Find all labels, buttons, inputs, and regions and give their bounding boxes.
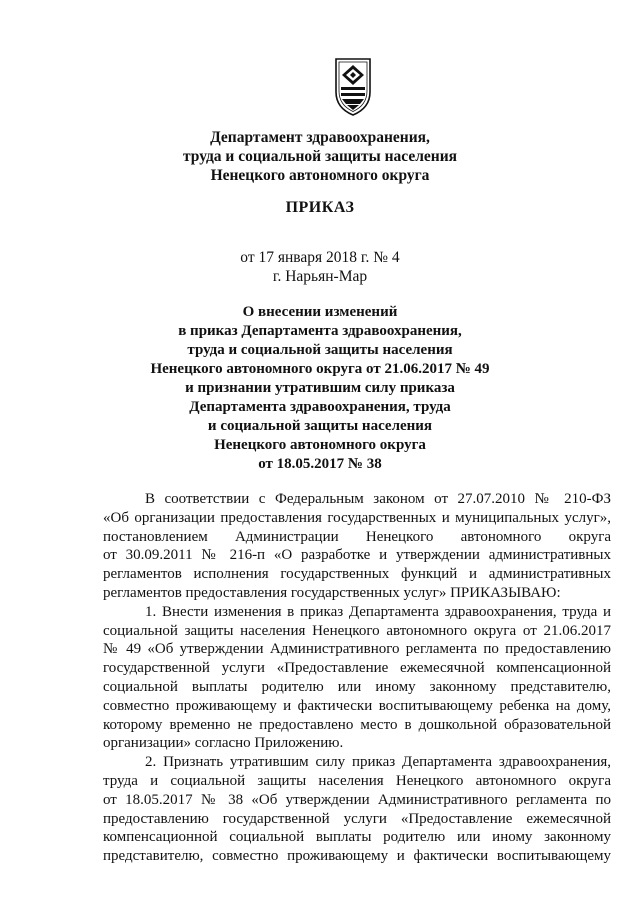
body-line: 1. Внести изменения в приказ Департамента здравоохранения, труда и <box>145 603 611 620</box>
body-line: труда и социальной защиты населения Ненецкого автономного округа <box>103 772 611 789</box>
body-line: совместно проживающему и фактически воспитывающему ребенка на дому, <box>103 697 611 714</box>
date-place-block <box>0 248 640 286</box>
body-line: организации» согласно Приложению. <box>103 735 344 752</box>
title-line: О внесении изменений <box>242 304 398 320</box>
title-line: труда и социальной защиты населения <box>187 342 453 358</box>
body-line: от 30.09.2011 № 216-п «О разработке и утверждении административных <box>103 547 611 564</box>
body-line: от 18.05.2017 № 38 «Об утверждении Административного регламента по <box>103 791 611 808</box>
title-line: в приказ Департамента здравоохранения, <box>178 323 462 339</box>
title-line: Ненецкого автономного округа <box>214 437 426 453</box>
title-line: Ненецкого автономного округа от 21.06.2017 № 49 <box>150 361 490 377</box>
department-header <box>0 128 640 185</box>
place: г. Нарьян-Мар <box>272 268 368 285</box>
order-body <box>103 490 611 866</box>
body-line: предоставлению государственной услуги «Предоставление ежемесячной <box>103 810 611 827</box>
body-line: представителю, совместно проживающему и фактически воспитывающему <box>103 848 611 865</box>
header-line: Департамент здравоохранения, <box>210 129 430 146</box>
body-line: «Об организации предоставления государственных и муниципальных услуг», <box>103 509 611 526</box>
date-number: от 17 января 2018 г. № 4 <box>240 249 400 266</box>
body-line: № 49 «Об утверждении Административного регламента по предоставлению <box>103 641 611 658</box>
title-line: от 18.05.2017 № 38 <box>258 456 382 472</box>
body-line: социальной защиты населения Ненецкого автономного округа от 21.06.2017 <box>103 622 611 639</box>
document-type: ПРИКАЗ <box>285 199 355 216</box>
body-line: регламентов исполнения государственных функций и административных <box>103 566 611 583</box>
header-line: Ненецкого автономного округа <box>210 167 430 184</box>
body-line: 2. Признать утратившим силу приказ Департамента здравоохранения, <box>145 754 611 771</box>
body-line: которому временно не предоставлено место в дошкольной образовательной <box>103 716 611 733</box>
title-line: и социальной защиты населения <box>207 418 433 434</box>
body-line: компенсационной социальной выплаты родителю или иному законному <box>103 829 611 846</box>
body-line: государственной услуги «Предоставление ежемесячной компенсационной <box>103 660 611 677</box>
body-line: социальной выплаты родителю или иному законному представителю, <box>103 678 611 695</box>
body-line: постановлением Администрации Ненецкого автономного округа <box>103 528 611 545</box>
title-line: Департамента здравоохранения, труда <box>189 399 451 415</box>
body-line: В соответствии с Федеральным законом от 27.07.2010 № 210-ФЗ <box>145 491 611 507</box>
header-line: труда и социальной защиты населения <box>182 148 458 165</box>
title-line: и признании утратившим силу приказа <box>185 380 455 396</box>
order-title <box>0 303 640 474</box>
body-line: регламентов предоставления государственных услуг» ПРИКАЗЫВАЮ: <box>103 584 561 601</box>
coat-of-arms-emblem <box>333 56 373 118</box>
